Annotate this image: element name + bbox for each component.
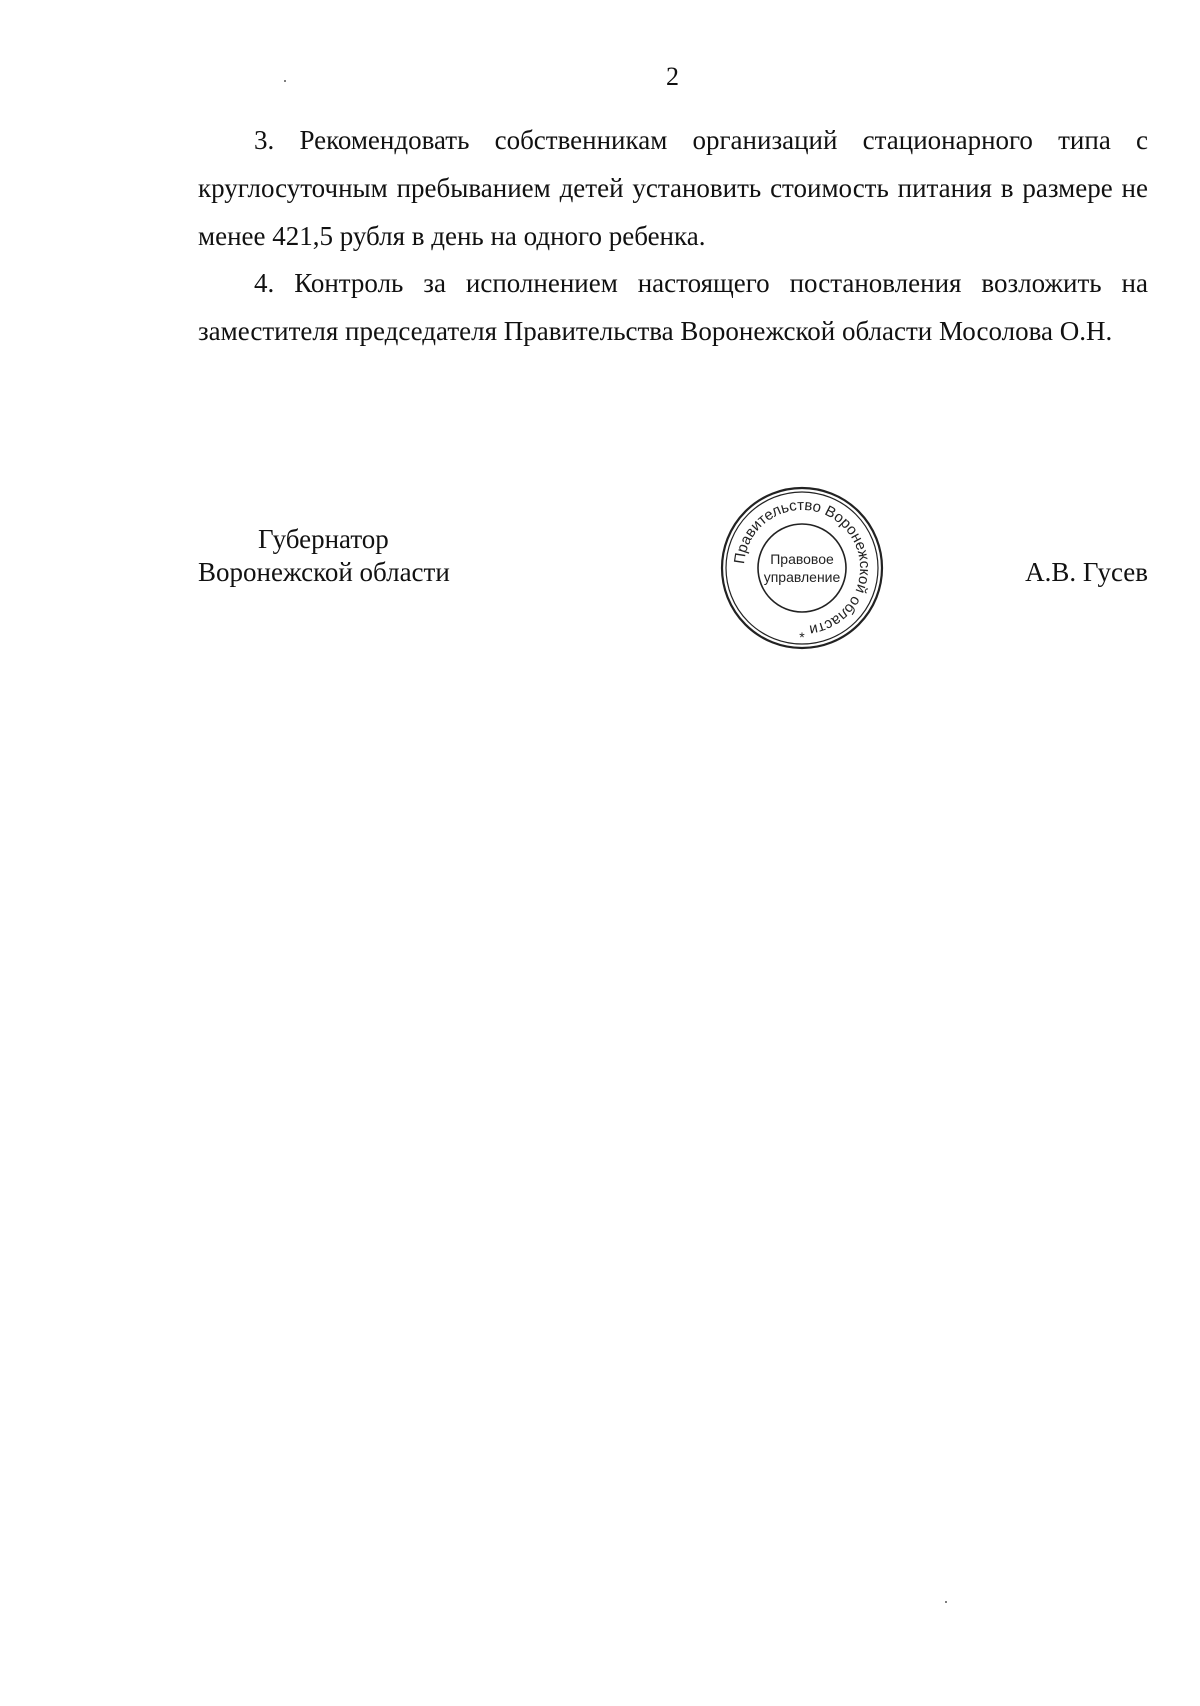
seal-inner-line1: Правовое (770, 551, 834, 567)
seal-star: * (799, 629, 805, 645)
paragraph-3-text: 3. Рекомендовать собственникам организаций стационарного типа с круглосуточным пребыванием детей установить стоимость питания в размере не менее 421,5 рубля в день на одного ребенка. (198, 125, 1148, 251)
scan-speck (284, 80, 286, 82)
signatory-position (198, 523, 450, 589)
seal-inner-ring (758, 524, 846, 612)
official-seal-stamp (718, 484, 886, 652)
paragraph-3 (198, 116, 1148, 260)
signatory-position-line1: Губернатор (258, 524, 389, 554)
paragraph-4-text: 4. Контроль за исполнением настоящего постановления возложить на заместителя председателя Правительства Воронежской области Мосолова О.Н. (198, 268, 1148, 346)
signatory-name: А.В. Гусев (1025, 557, 1148, 587)
scan-speck (945, 1601, 947, 1603)
page-number: 2 (666, 62, 679, 91)
paragraph-4 (198, 259, 1148, 355)
seal-inner-line2: управление (763, 569, 841, 585)
seal-outer-ring-inner (726, 492, 878, 644)
seal-outer-text: Правительство Воронежской области (731, 496, 874, 639)
signatory-position-line2: Воронежской области (198, 557, 450, 587)
